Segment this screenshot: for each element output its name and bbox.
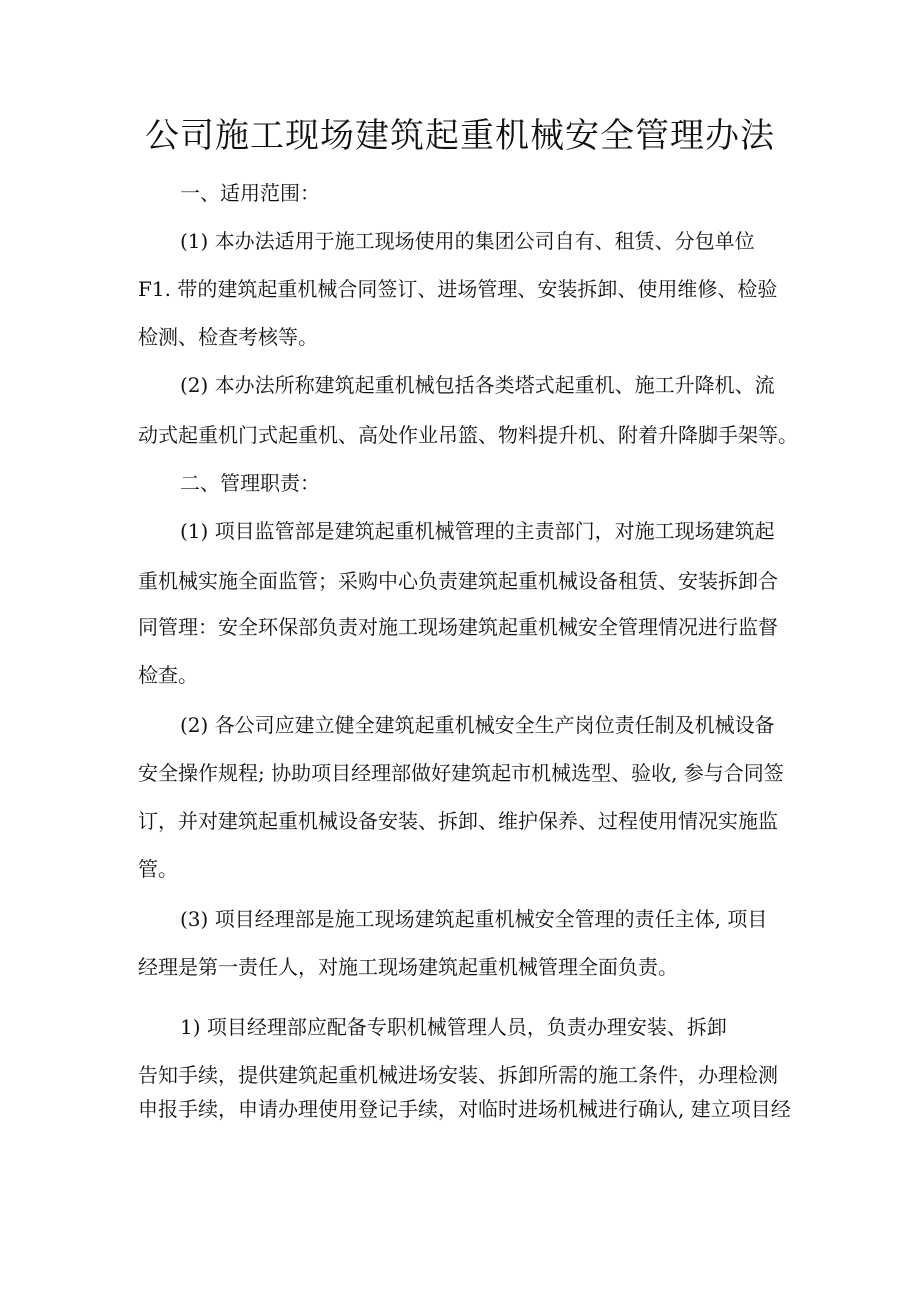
paragraph-line: 申报手续，申请办理使用登记手续，对临时进场机械进行确认, 建立项目经 xyxy=(138,1097,791,1121)
paragraph-line: 1) 项目经理部应配备专职机械管理人员，负责办理安装、拆卸 xyxy=(180,1015,727,1039)
section-heading-scope: 一、适用范围： xyxy=(180,181,320,205)
paragraph-line: 告知手续，提供建筑起重机械进场安装、拆卸所需的施工条件，办理检测 xyxy=(138,1063,778,1087)
section-heading-duties: 二、管理职责： xyxy=(180,471,320,495)
document-title: 公司施工现场建筑起重机械安全管理办法 xyxy=(145,116,775,156)
paragraph-line: (2) 各公司应建立健全建筑起重机械安全生产岗位责任制及机械设备 xyxy=(180,713,775,737)
paragraph-line: 检查。 xyxy=(138,663,198,687)
paragraph-line: (3) 项目经理部是施工现场建筑起重机械安全管理的责任主体, 项目 xyxy=(180,907,768,931)
paragraph-line: 同管理：安全环保部负责对施工现场建筑起重机械安全管理情况进行监督 xyxy=(138,615,778,639)
paragraph-line: 经理是第一责任人，对施工现场建筑起重机械管理全面负责。 xyxy=(138,955,678,979)
paragraph-line: 订，并对建筑起重机械设备安装、拆卸、维护保养、过程使用情况实施监 xyxy=(138,809,778,833)
paragraph-line: 重机械实施全面监管；采购中心负责建筑起重机械设备租赁、安装拆卸合 xyxy=(138,569,778,593)
paragraph-line: 管。 xyxy=(138,857,178,881)
paragraph-line: (1) 项目监管部是建筑起重机械管理的主责部门，对施工现场建筑起 xyxy=(180,519,775,543)
paragraph-line: (2) 本办法所称建筑起重机械包括各类塔式起重机、施工升降机、流 xyxy=(180,373,775,397)
paragraph-line: 动式起重机门式起重机、高处作业吊篮、物料提升机、附着升降脚手架等。 xyxy=(138,423,798,447)
paragraph-line: (1) 本办法适用于施工现场使用的集团公司自有、租赁、分包单位 xyxy=(180,229,755,253)
paragraph-line: F1. 带的建筑起重机械合同签订、进场管理、安装拆卸、使用维修、检验 xyxy=(138,277,778,301)
paragraph-line: 检测、检查考核等。 xyxy=(138,325,318,349)
paragraph-line: 安全操作规程; 协助项目经理部做好建筑起市机械选型、验收, 参与合同签 xyxy=(138,761,784,785)
